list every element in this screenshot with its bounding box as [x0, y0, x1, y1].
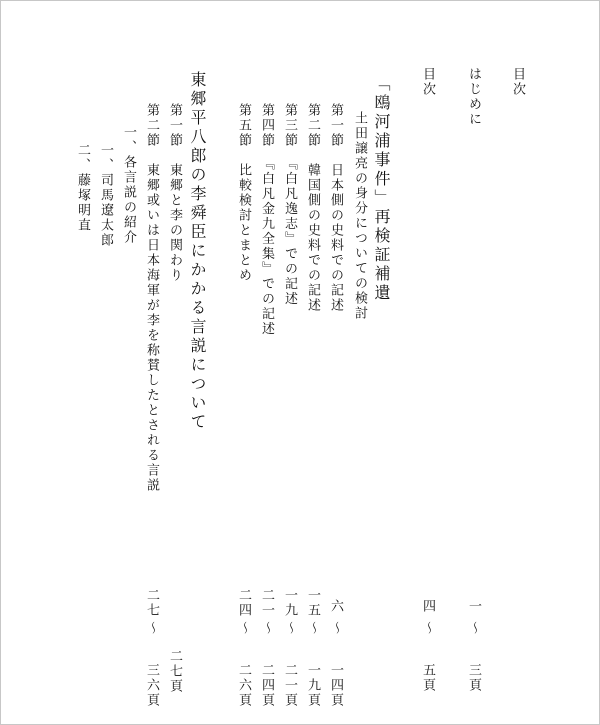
toc-entry-end-page: 五頁 — [420, 663, 435, 693]
toc-tilde: ～ — [305, 621, 320, 636]
section-title: 「鴎河浦事件」再検証補遺 — [372, 75, 391, 303]
toc-entry-start-page: 一 — [466, 599, 481, 614]
toc-entry-end-page: 二六頁 — [236, 663, 251, 708]
toc-entry-end-page: 一九頁 — [305, 663, 320, 708]
toc-entry-title: 第一節 日本側の史料での記述 — [328, 103, 343, 313]
section-title: 東郷平八郎の李舜臣にかかる言説について — [188, 71, 207, 432]
toc-tilde: ～ — [420, 621, 435, 636]
toc-entry-end-page: 二一頁 — [282, 663, 297, 708]
toc-tilde: ～ — [466, 621, 481, 636]
toc-entry-end-page: 三頁 — [466, 663, 481, 693]
toc-entry-title: 第五節 比較検討とまとめ — [236, 103, 251, 283]
subsection-title: 土田譲亮の身分についての検討 — [352, 111, 367, 321]
toc-tilde: ～ — [259, 621, 274, 636]
toc-entry-start-page: 二七 — [144, 588, 159, 618]
toc-entry-title: 第三節 『白凡逸志』での記述 — [282, 103, 297, 307]
toc-entry-start-page: 一五 — [305, 588, 320, 618]
toc-entry-title: はじめに — [466, 67, 481, 127]
toc-entry-end-page: 二四頁 — [259, 663, 274, 708]
toc-sub-item: 一、司馬遼太郎 — [98, 143, 113, 248]
toc-entry-start-page: 二四 — [236, 588, 251, 618]
toc-tilde: ～ — [236, 621, 251, 636]
toc-entry-end-page: 一四頁 — [328, 663, 343, 708]
toc-heading: 目次 — [510, 67, 525, 97]
toc-entry-end-page: 三六頁 — [144, 663, 159, 708]
toc-entry-end-page: 二七頁 — [167, 649, 182, 694]
toc-entry-title: 第二節 韓国側の史料での記述 — [305, 103, 320, 313]
toc-entry-start-page: 二一 — [259, 588, 274, 618]
toc-entry-start-page: 四 — [420, 599, 435, 614]
toc-entry-start-page: 一九 — [282, 588, 297, 618]
toc-sub-item: 二、藤塚明直 — [75, 143, 90, 233]
toc-tilde: ～ — [144, 621, 159, 636]
toc-entry-start-page: 六 — [328, 599, 343, 614]
toc-entry-title: 目次 — [420, 67, 435, 97]
toc-entry-title: 第四節 『白凡金九全集』での記述 — [259, 103, 274, 337]
toc-entry-title: 第二節 東郷或いは日本海軍が李を称賛したとされる言説 — [144, 103, 159, 493]
toc-sub-item: 一、各言説の紹介 — [121, 125, 136, 245]
toc-tilde: ～ — [328, 621, 343, 636]
toc-tilde: ～ — [282, 621, 297, 636]
toc-entry-title: 第一節 東郷と李の関わり — [167, 103, 182, 283]
